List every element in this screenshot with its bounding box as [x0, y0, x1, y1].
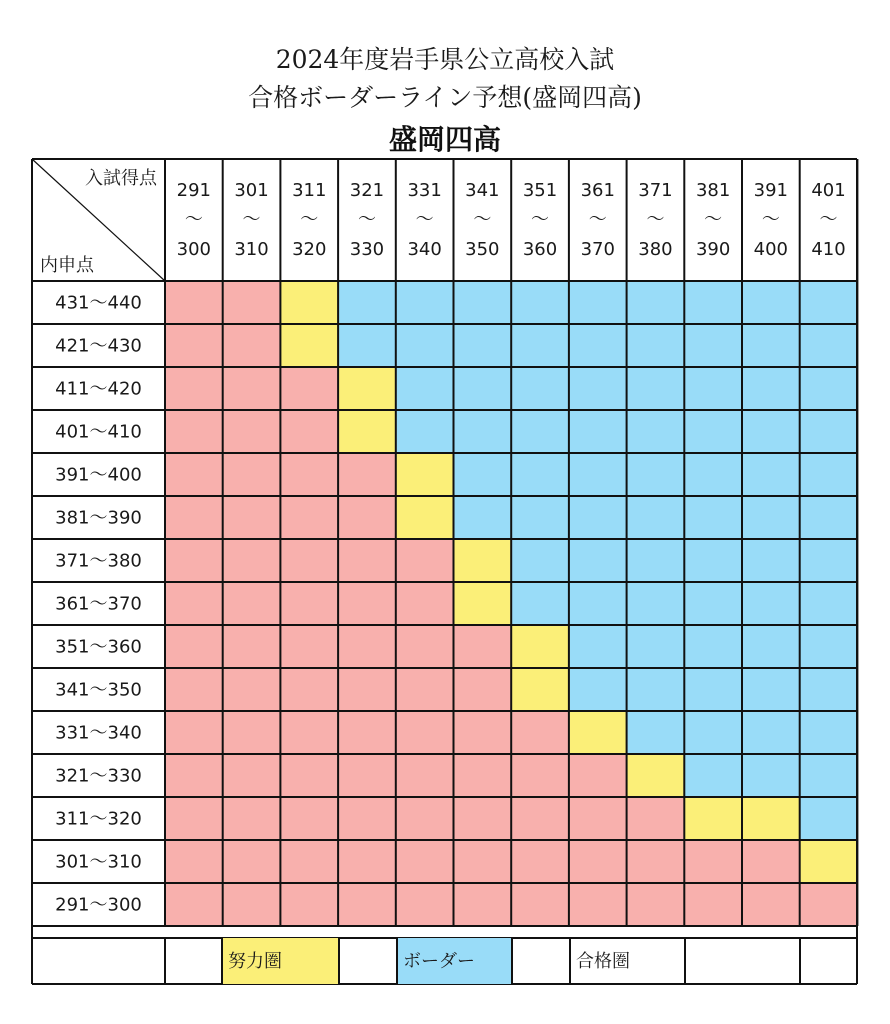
column-label-bottom: 360	[522, 239, 558, 260]
heatmap-cell	[223, 625, 281, 668]
school-name: 盛岡四高	[388, 123, 501, 156]
heatmap-cell	[569, 582, 627, 625]
heatmap-cell	[569, 324, 627, 367]
heatmap-cell	[684, 754, 742, 797]
row-label: 321〜330	[55, 765, 142, 787]
heatmap-cell	[800, 410, 858, 453]
heatmap-cell	[396, 711, 454, 754]
heatmap-cell	[684, 539, 742, 582]
legend-label-border: ボーダー	[403, 951, 475, 972]
heatmap-cell	[165, 883, 223, 926]
column-label-top: 291	[176, 180, 212, 201]
heatmap-cell	[569, 797, 627, 840]
heatmap-cell	[396, 797, 454, 840]
heatmap-cell	[627, 324, 685, 367]
heatmap-cell	[338, 883, 396, 926]
heatmap-cell	[742, 410, 800, 453]
column-label-tilde: 〜	[588, 209, 607, 230]
heatmap-cell	[742, 668, 800, 711]
heatmap-cell	[165, 410, 223, 453]
column-label-tilde: 〜	[242, 209, 261, 230]
heatmap-cell	[165, 453, 223, 496]
corner-bottom-label: 内申点	[40, 255, 94, 276]
heatmap-cell	[280, 324, 338, 367]
heatmap-cell	[511, 367, 569, 410]
heatmap-cell	[396, 496, 454, 539]
heatmap-cell	[280, 711, 338, 754]
row-label: 371〜380	[55, 550, 142, 572]
heatmap-cell	[511, 324, 569, 367]
heatmap-cell	[338, 711, 396, 754]
heatmap-cell	[454, 797, 512, 840]
heatmap-cell	[454, 582, 512, 625]
heatmap-cell	[280, 410, 338, 453]
heatmap-cell	[742, 453, 800, 496]
heatmap-cell	[223, 840, 281, 883]
heatmap-cell	[223, 496, 281, 539]
heatmap-cell	[165, 625, 223, 668]
heatmap-cell	[454, 496, 512, 539]
column-label-bottom: 380	[638, 239, 673, 260]
column-label-top: 351	[522, 180, 558, 201]
title-line-1: 2024年度岩手県公立高校入試	[275, 45, 615, 74]
heatmap-cell	[280, 496, 338, 539]
heatmap-cell	[454, 754, 512, 797]
heatmap-cell	[338, 367, 396, 410]
heatmap-cell	[338, 582, 396, 625]
heatmap-cell	[280, 883, 338, 926]
heatmap-cell	[396, 840, 454, 883]
heatmap-cell	[742, 711, 800, 754]
column-label-tilde: 〜	[357, 209, 376, 230]
heatmap-cell	[454, 539, 512, 582]
heatmap-cell	[569, 883, 627, 926]
column-label-tilde: 〜	[646, 209, 665, 230]
column-label-top: 381	[695, 180, 731, 201]
heatmap-cell	[280, 668, 338, 711]
heatmap-cell	[454, 840, 512, 883]
column-label-bottom: 330	[349, 239, 385, 260]
row-label: 311〜320	[55, 808, 142, 830]
column-label-tilde: 〜	[184, 209, 203, 230]
heatmap-cell	[569, 367, 627, 410]
column-label-top: 311	[292, 180, 327, 201]
row-label: 411〜420	[55, 378, 142, 400]
heatmap-cell	[684, 883, 742, 926]
heatmap-cell	[800, 668, 858, 711]
heatmap-cell	[165, 711, 223, 754]
heatmap-cell	[396, 539, 454, 582]
heatmap-cell	[280, 281, 338, 324]
heatmap-cell	[223, 754, 281, 797]
heatmap-cell	[454, 668, 512, 711]
heatmap-cell	[800, 367, 858, 410]
heatmap-cell	[511, 410, 569, 453]
heatmap-cell	[223, 797, 281, 840]
heatmap-cell	[569, 668, 627, 711]
heatmap-cell	[454, 453, 512, 496]
heatmap-cell	[223, 539, 281, 582]
heatmap-cell	[511, 754, 569, 797]
heatmap-cell	[338, 625, 396, 668]
heatmap-cell	[511, 883, 569, 926]
heatmap-cell	[627, 281, 685, 324]
heatmap-cell	[396, 324, 454, 367]
heatmap-cell	[165, 324, 223, 367]
heatmap-cell	[223, 324, 281, 367]
heatmap-cell	[684, 711, 742, 754]
column-label-bottom: 370	[580, 239, 615, 260]
heatmap-cell	[280, 797, 338, 840]
heatmap-cell	[454, 711, 512, 754]
heatmap-cell	[569, 496, 627, 539]
heatmap-cell	[396, 668, 454, 711]
heatmap-cell	[800, 840, 858, 883]
heatmap-cell	[511, 453, 569, 496]
heatmap-cell	[511, 625, 569, 668]
column-label-top: 371	[638, 180, 673, 201]
heatmap-cell	[454, 625, 512, 668]
heatmap-cell	[396, 281, 454, 324]
legend-label-pass: 合格圏	[576, 951, 630, 972]
column-label-bottom: 320	[292, 239, 327, 260]
heatmap-cell	[396, 582, 454, 625]
heatmap-cell	[223, 582, 281, 625]
heatmap-cell	[338, 668, 396, 711]
heatmap-cell	[684, 797, 742, 840]
heatmap-cell	[511, 711, 569, 754]
heatmap-cell	[338, 324, 396, 367]
column-label-bottom: 390	[695, 239, 731, 260]
heatmap-cell	[511, 281, 569, 324]
heatmap-cell	[396, 410, 454, 453]
heatmap-cell	[511, 539, 569, 582]
row-label: 381〜390	[55, 507, 142, 529]
heatmap-cell	[627, 496, 685, 539]
heatmap-cell	[684, 840, 742, 883]
heatmap-cell	[742, 625, 800, 668]
heatmap-cell	[800, 797, 858, 840]
column-label-top: 391	[753, 180, 789, 201]
heatmap-cell	[338, 453, 396, 496]
column-label-tilde: 〜	[473, 209, 492, 230]
heatmap-cell	[454, 324, 512, 367]
column-label-tilde: 〜	[704, 209, 723, 230]
heatmap-cell	[569, 625, 627, 668]
heatmap-cell	[338, 797, 396, 840]
heatmap-cell	[338, 754, 396, 797]
corner-top-label: 入試得点	[85, 168, 157, 189]
heatmap-cell	[800, 539, 858, 582]
heatmap-cell	[454, 883, 512, 926]
heatmap-cell	[280, 625, 338, 668]
heatmap-cell	[165, 582, 223, 625]
heatmap-cell	[569, 410, 627, 453]
heatmap-cell	[800, 496, 858, 539]
heatmap-cell	[627, 797, 685, 840]
row-label: 391〜400	[55, 464, 142, 486]
heatmap-cell	[338, 539, 396, 582]
heatmap-cell	[396, 453, 454, 496]
heatmap-cell	[742, 324, 800, 367]
heatmap-cell	[165, 496, 223, 539]
heatmap-cell	[280, 453, 338, 496]
row-label: 361〜370	[55, 593, 142, 615]
heatmap-cell	[627, 625, 685, 668]
heatmap-cell	[800, 625, 858, 668]
column-label-bottom: 410	[811, 239, 846, 260]
heatmap-cell	[800, 582, 858, 625]
heatmap-cell	[165, 668, 223, 711]
heatmap-cell	[569, 539, 627, 582]
heatmap-cell	[511, 840, 569, 883]
heatmap-cell	[742, 496, 800, 539]
column-label-tilde: 〜	[300, 209, 319, 230]
heatmap-cell	[627, 410, 685, 453]
heatmap-cell	[684, 410, 742, 453]
heatmap-cell	[569, 840, 627, 883]
row-label: 341〜350	[55, 679, 142, 701]
heatmap-cell	[165, 797, 223, 840]
heatmap-cell	[165, 539, 223, 582]
heatmap-cell	[800, 281, 858, 324]
heatmap-cell	[569, 281, 627, 324]
heatmap-cell	[684, 453, 742, 496]
heatmap-cell	[569, 453, 627, 496]
heatmap-cell	[684, 668, 742, 711]
column-label-bottom: 300	[176, 239, 212, 260]
heatmap-cell	[223, 668, 281, 711]
heatmap-cell	[800, 883, 858, 926]
column-label-top: 331	[407, 180, 442, 201]
heatmap-cell	[338, 410, 396, 453]
heatmap-cell	[396, 367, 454, 410]
heatmap-cell	[684, 582, 742, 625]
heatmap-cell	[511, 582, 569, 625]
heatmap-cell	[511, 496, 569, 539]
heatmap-cell	[627, 711, 685, 754]
column-label-tilde: 〜	[415, 209, 434, 230]
column-label-bottom: 350	[465, 239, 500, 260]
heatmap-cell	[280, 539, 338, 582]
row-label: 431〜440	[55, 292, 142, 314]
legend-label-effort: 努力圏	[228, 951, 282, 972]
heatmap-cell	[223, 281, 281, 324]
row-label: 331〜340	[55, 722, 142, 744]
heatmap-cell	[165, 281, 223, 324]
heatmap-cell	[223, 883, 281, 926]
heatmap-cell	[569, 711, 627, 754]
column-label-top: 341	[465, 180, 500, 201]
heatmap-cell	[627, 840, 685, 883]
column-label-top: 321	[349, 180, 385, 201]
title-line-2: 合格ボーダーライン予想(盛岡四高)	[248, 83, 642, 112]
column-label-tilde: 〜	[761, 209, 780, 230]
heatmap-cell	[280, 754, 338, 797]
column-label-top: 361	[580, 180, 615, 201]
column-label-bottom: 340	[407, 239, 442, 260]
heatmap-cell	[800, 754, 858, 797]
heatmap-cell	[280, 582, 338, 625]
column-label-top: 301	[234, 180, 269, 201]
heatmap-cell	[396, 625, 454, 668]
row-label: 351〜360	[55, 636, 142, 658]
heatmap-cell	[396, 883, 454, 926]
heatmap-cell	[223, 367, 281, 410]
heatmap-cell	[396, 754, 454, 797]
heatmap-cell	[800, 324, 858, 367]
heatmap-cell	[800, 711, 858, 754]
heatmap-cell	[742, 883, 800, 926]
heatmap-cell	[454, 281, 512, 324]
row-label: 291〜300	[55, 894, 142, 916]
column-label-tilde: 〜	[531, 209, 550, 230]
heatmap-cell	[223, 453, 281, 496]
heatmap-cell	[742, 797, 800, 840]
heatmap-cell	[165, 754, 223, 797]
heatmap-cell	[338, 496, 396, 539]
heatmap-cell	[338, 840, 396, 883]
heatmap-cell	[627, 754, 685, 797]
heatmap-cell	[742, 367, 800, 410]
heatmap-cell	[454, 410, 512, 453]
heatmap-cell	[627, 539, 685, 582]
heatmap-cell	[223, 410, 281, 453]
heatmap-cell	[742, 840, 800, 883]
column-label-top: 401	[811, 180, 846, 201]
heatmap-cell	[454, 367, 512, 410]
heatmap-cell	[684, 281, 742, 324]
heatmap-cell	[280, 840, 338, 883]
heatmap-cell	[165, 840, 223, 883]
heatmap-cell	[684, 324, 742, 367]
heatmap-cell	[569, 754, 627, 797]
row-label: 401〜410	[55, 421, 142, 443]
heatmap-cell	[684, 496, 742, 539]
heatmap-cell	[338, 281, 396, 324]
heatmap-cell	[742, 754, 800, 797]
heatmap-cell	[627, 668, 685, 711]
heatmap-cell	[800, 453, 858, 496]
heatmap-cell	[684, 367, 742, 410]
heatmap-cell	[165, 367, 223, 410]
column-label-bottom: 310	[234, 239, 269, 260]
heatmap-cell	[627, 883, 685, 926]
column-label-tilde: 〜	[819, 209, 838, 230]
heatmap-cell	[684, 625, 742, 668]
column-label-bottom: 400	[753, 239, 789, 260]
row-label: 301〜310	[55, 851, 142, 873]
heatmap-cell	[742, 582, 800, 625]
heatmap-cell	[223, 711, 281, 754]
heatmap-cell	[511, 668, 569, 711]
row-label: 421〜430	[55, 335, 142, 357]
heatmap-cell	[627, 582, 685, 625]
heatmap-cell	[742, 539, 800, 582]
heatmap-cell	[511, 797, 569, 840]
heatmap-cell	[627, 367, 685, 410]
heatmap-cell	[280, 367, 338, 410]
heatmap-cell	[742, 281, 800, 324]
heatmap-cell	[627, 453, 685, 496]
